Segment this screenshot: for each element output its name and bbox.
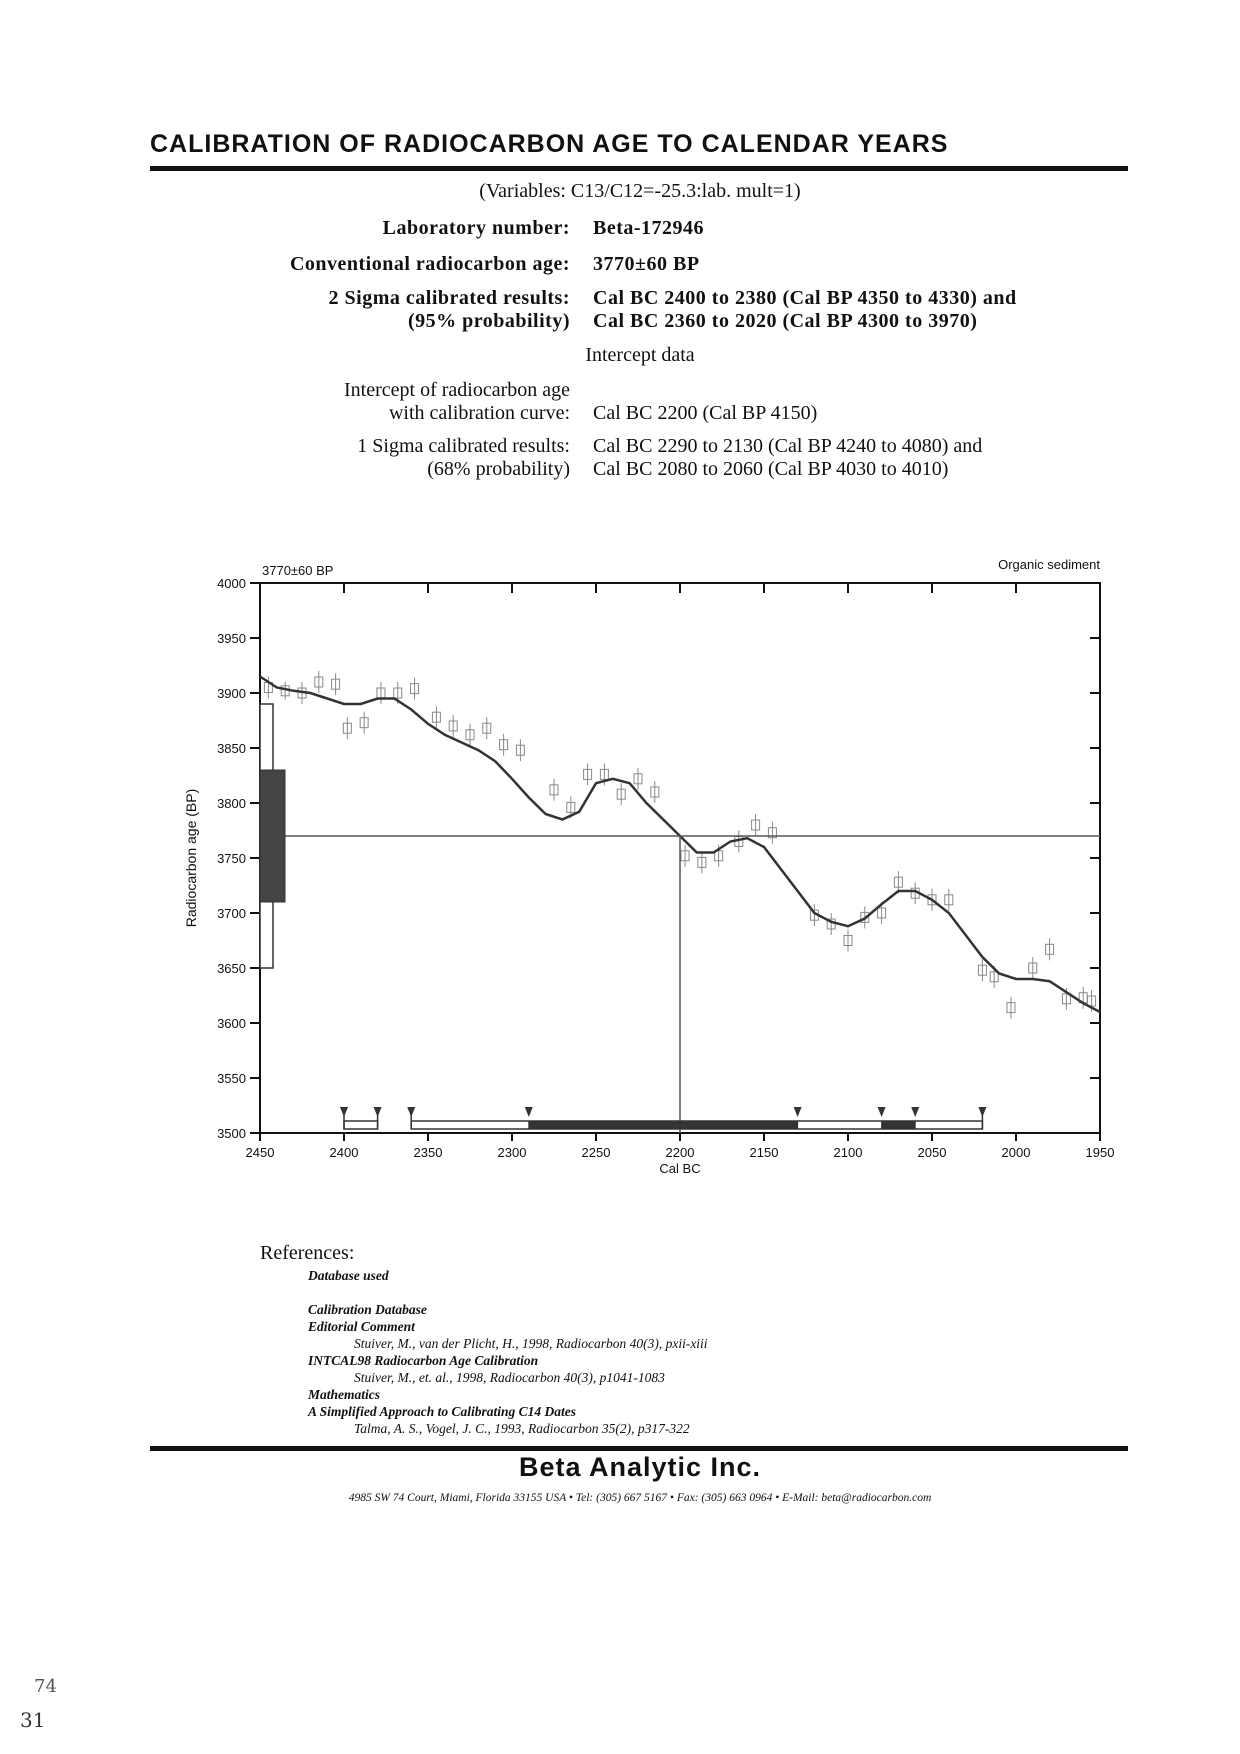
- header-rule: [150, 166, 1128, 171]
- ref-mathematics: Mathematics: [308, 1387, 381, 1402]
- company-name: Beta Analytic Inc.: [518, 1452, 762, 1482]
- y-tick-label: 3900: [217, 686, 246, 701]
- intercept-label-2: with calibration curve:: [388, 402, 570, 424]
- ref-database-used: Database used: [308, 1268, 389, 1283]
- x-tick-label: 2400: [329, 1145, 359, 1160]
- references-section: [260, 1242, 708, 1437]
- age-1sigma-bar: [260, 770, 285, 902]
- y-tick-label: 4000: [217, 576, 246, 591]
- lab-number-value: Beta-172946: [593, 217, 705, 239]
- variables-line: (Variables: C13/C12=-25.3:lab. mult=1): [479, 180, 801, 202]
- range-marker: [525, 1107, 533, 1117]
- chart-title-left: 3770±60 BP: [262, 563, 334, 578]
- ref-approach-citation: Talma, A. S., Vogel, J. C., 1993, Radiocarbon 35(2), p317-322: [354, 1421, 690, 1436]
- y-tick-label: 3600: [217, 1016, 246, 1031]
- handwritten-note-1: 74: [34, 1676, 57, 1697]
- two-sigma-value-2: Cal BC 2360 to 2020 (Cal BP 4300 to 3970): [593, 310, 978, 332]
- x-axis-label: Cal BC: [659, 1161, 701, 1176]
- ref-editorial-citation: Stuiver, M., van der Plicht, H., 1998, Radiocarbon 40(3), pxii-xiii: [354, 1336, 708, 1351]
- two-sigma-value-1: Cal BC 2400 to 2380 (Cal BP 4350 to 4330) and: [593, 287, 1017, 309]
- x-tick-label: 2250: [581, 1145, 611, 1160]
- y-tick-label: 3800: [217, 796, 246, 811]
- ref-calibration-database: Calibration Database: [308, 1302, 427, 1317]
- references-heading: References:: [260, 1242, 355, 1264]
- x-tick-label: 2050: [917, 1145, 947, 1160]
- conventional-age-value: 3770±60 BP: [593, 253, 700, 275]
- x-tick-label: 2300: [497, 1145, 527, 1160]
- one-sigma-label: 1 Sigma calibrated results:: [357, 435, 570, 457]
- two-sigma-probability: (95% probability): [407, 310, 570, 332]
- ref-intcal: INTCAL98 Radiocarbon Age Calibration: [308, 1353, 539, 1368]
- intercept-heading: Intercept data: [585, 344, 695, 366]
- two-sigma-label: 2 Sigma calibrated results:: [328, 287, 570, 309]
- ref-simplified-approach: A Simplified Approach to Calibrating C14 Dates: [308, 1404, 577, 1419]
- conventional-age-label: Conventional radiocarbon age:: [289, 253, 570, 275]
- one-sigma-value-2: Cal BC 2080 to 2060 (Cal BP 4030 to 4010): [593, 458, 949, 480]
- x-tick-label: 2100: [833, 1145, 863, 1160]
- chart-title-right: Organic sediment: [998, 557, 1100, 572]
- y-tick-label: 3500: [217, 1126, 246, 1141]
- y-tick-label: 3700: [217, 906, 246, 921]
- y-axis-label: Radiocarbon age (BP): [183, 788, 199, 928]
- x-tick-label: 1950: [1085, 1145, 1115, 1160]
- range-2sigma: [344, 1121, 378, 1129]
- y-tick-label: 3550: [217, 1071, 246, 1086]
- footer-rule: [150, 1446, 1128, 1451]
- range-1sigma: [882, 1121, 916, 1129]
- x-tick-label: 2200: [665, 1145, 695, 1160]
- x-tick-label: 2350: [413, 1145, 443, 1160]
- company-address: 4985 SW 74 Court, Miami, Florida 33155 USA • Tel: (305) 667 5167 • Fax: (305) 663 0964 • E-Mail: beta@radiocarbon.com: [348, 1492, 932, 1504]
- x-tick-label: 2450: [245, 1145, 275, 1160]
- lab-number-label: Laboratory number:: [382, 217, 570, 239]
- range-1sigma: [529, 1121, 798, 1129]
- y-tick-label: 3650: [217, 961, 246, 976]
- handwritten-note-2: 31: [20, 1708, 46, 1732]
- range-marker: [878, 1107, 886, 1117]
- ref-editorial-comment: Editorial Comment: [308, 1319, 415, 1334]
- one-sigma-probability: (68% probability): [427, 458, 570, 480]
- y-tick-label: 3950: [217, 631, 246, 646]
- x-tick-label: 2000: [1001, 1145, 1031, 1160]
- range-marker: [911, 1107, 919, 1117]
- calibration-chart: [160, 555, 1120, 1185]
- x-tick-label: 2150: [749, 1145, 779, 1160]
- ref-intcal-citation: Stuiver, M., et. al., 1998, Radiocarbon 40(3), p1041-1083: [354, 1370, 665, 1385]
- y-tick-label: 3850: [217, 741, 246, 756]
- one-sigma-value-1: Cal BC 2290 to 2130 (Cal BP 4240 to 4080) and: [593, 435, 983, 457]
- intercept-label-1: Intercept of radiocarbon age: [344, 379, 570, 401]
- page-title: CALIBRATION OF RADIOCARBON AGE TO CALENDAR YEARS: [150, 130, 949, 158]
- y-tick-label: 3750: [217, 851, 246, 866]
- range-marker: [794, 1107, 802, 1117]
- intercept-value: Cal BC 2200 (Cal BP 4150): [593, 402, 818, 424]
